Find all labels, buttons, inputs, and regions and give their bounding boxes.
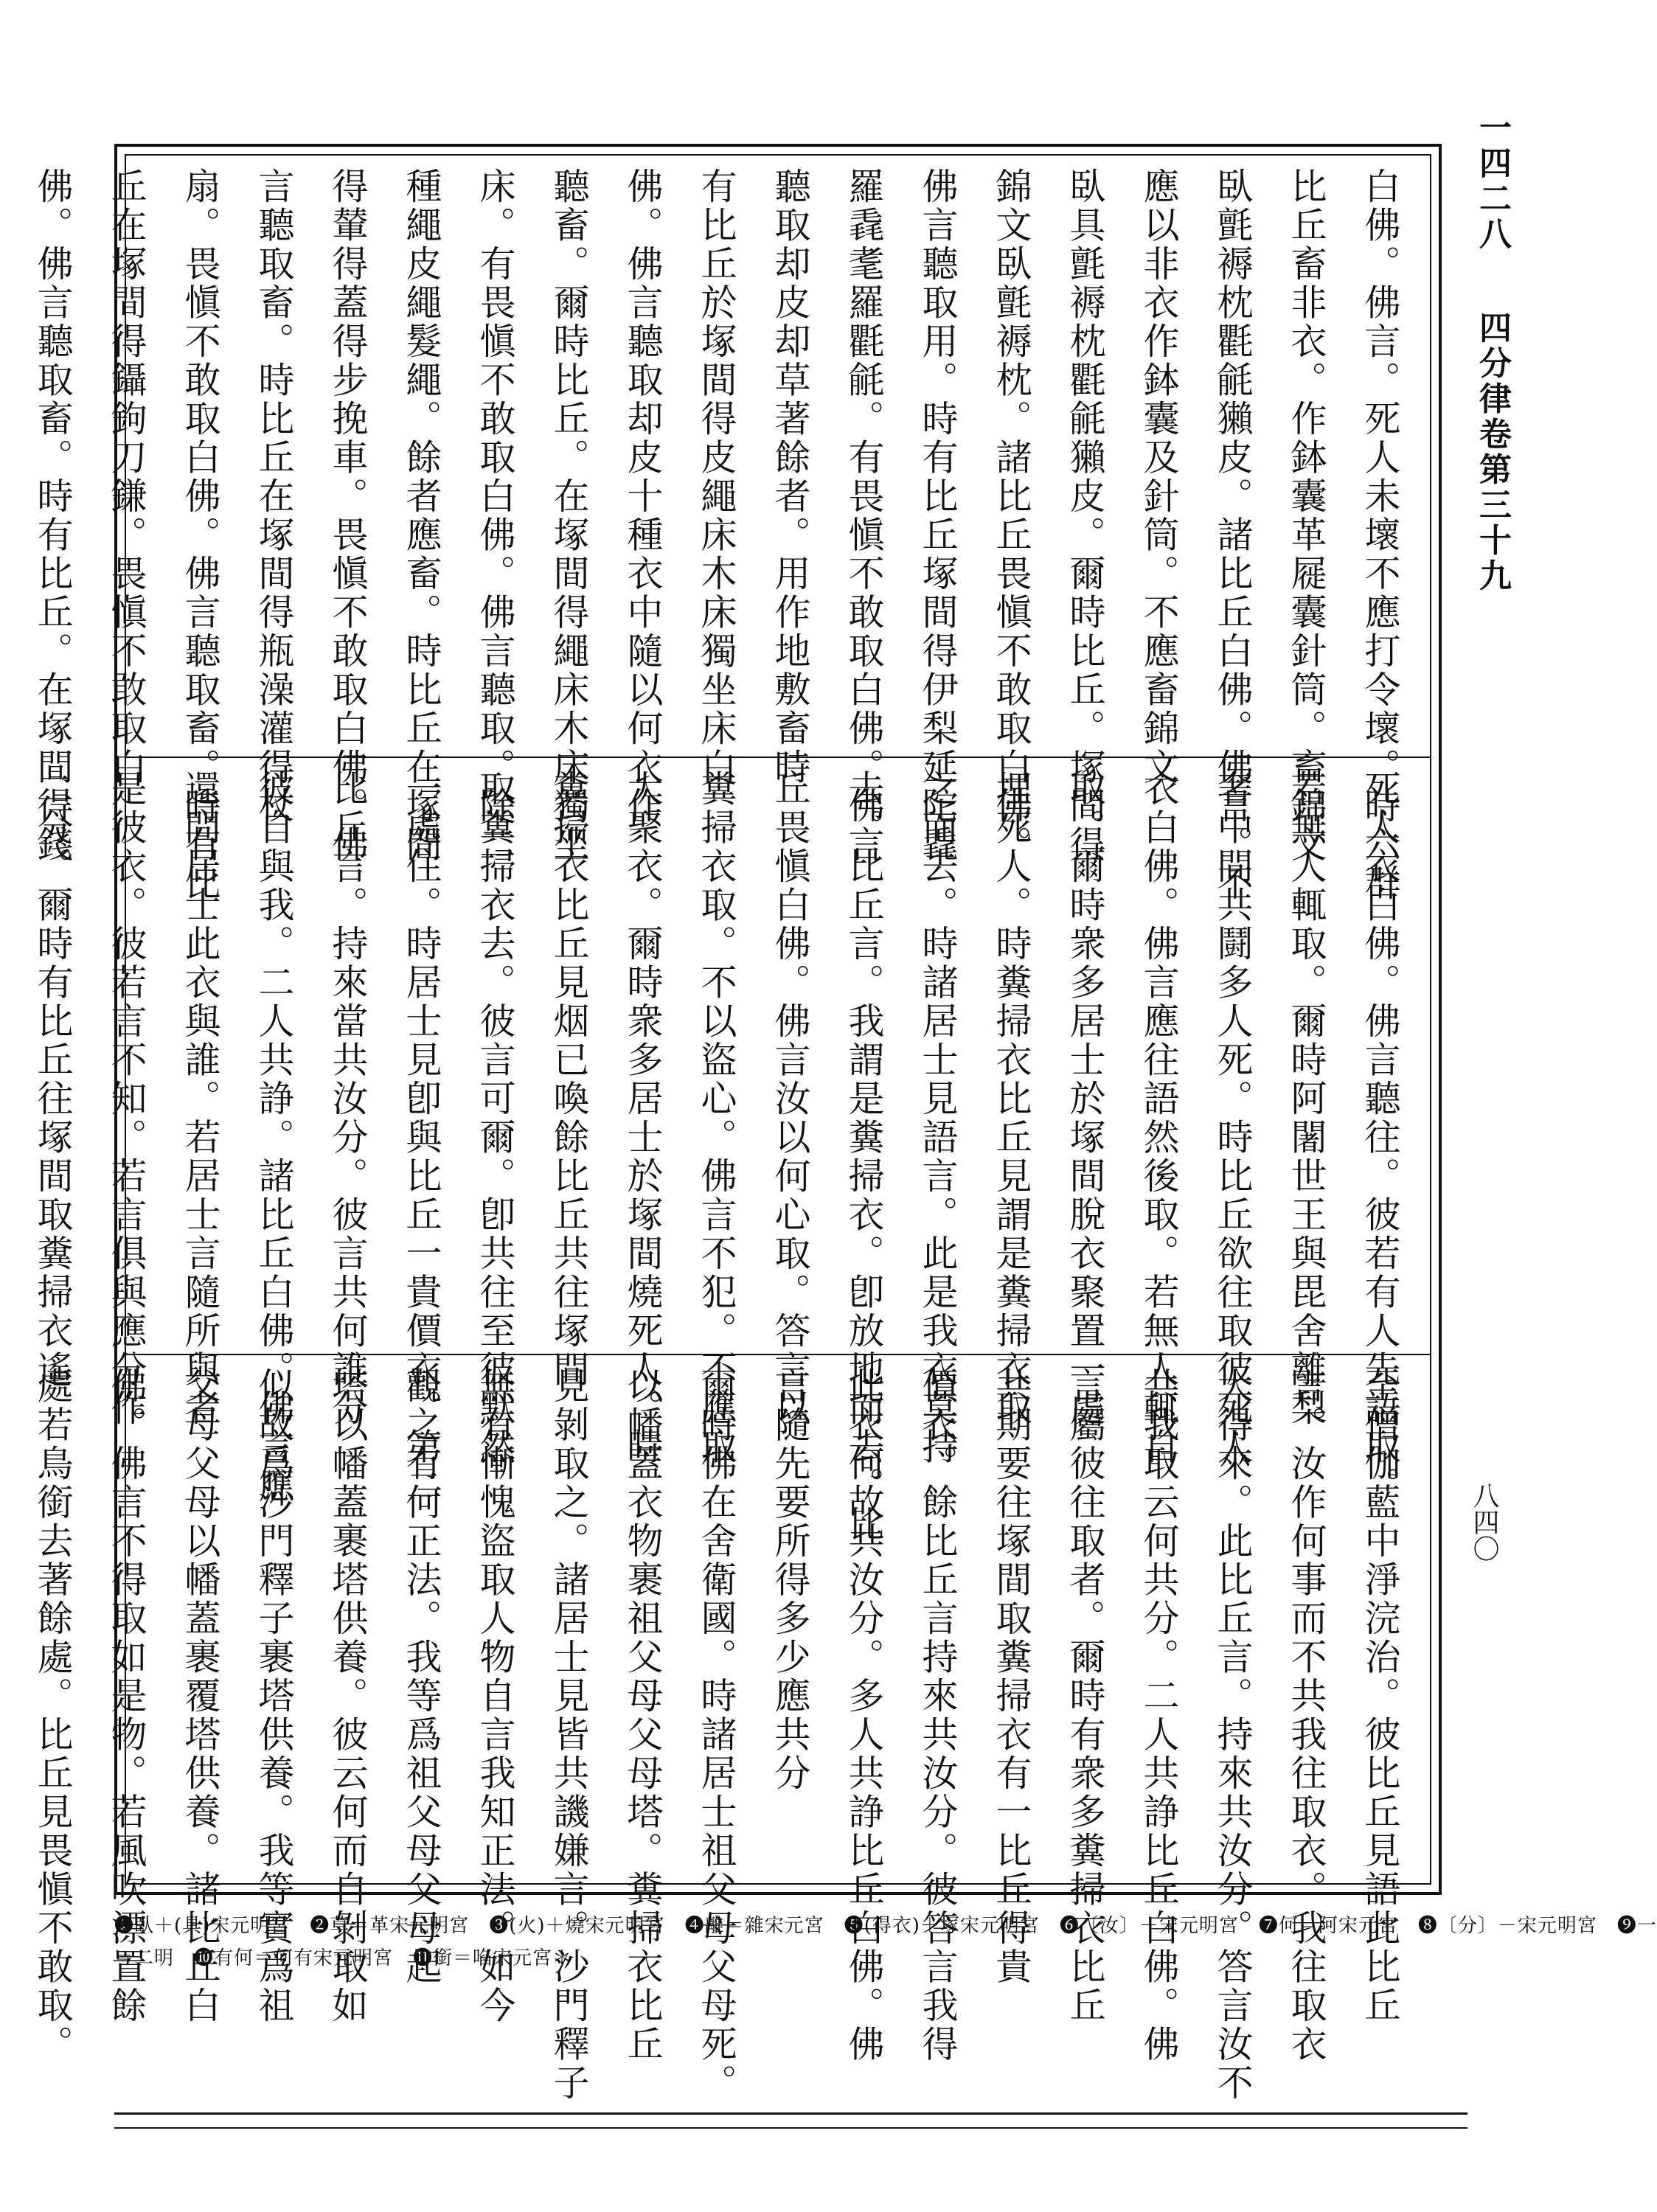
text-column: 此衣何故共汝分。多人共諍比丘白佛。佛 xyxy=(843,1367,885,2064)
text-column: 似故爲沙門釋子裹塔供養。我等實爲祖 xyxy=(253,1367,295,2025)
text-column: 去。比丘言。我謂是糞掃衣。卽放地而去。比 xyxy=(843,770,885,1544)
text-column: 有比丘於塚間得皮繩床木床獨坐床白 xyxy=(695,167,737,787)
text-column: 羅毳耄羅氍毹。有畏愼不敢取白佛。佛言 xyxy=(843,167,885,864)
text-column: 價衣。餘比丘言持來共汝分。彼答言我得 xyxy=(917,1367,959,2064)
text-column: 言隨先要所得多少應共分 xyxy=(769,1367,811,1793)
column-block-upper xyxy=(32,167,1417,903)
text-column: 之而去。時諸居士見語言。此是我衣莫持 xyxy=(917,770,959,1467)
text-column: 白佛。佛言。死人未壞不應打令壞。時六群 xyxy=(1359,167,1401,903)
text-column: 糞掃衣比丘見烟已喚餘比丘共往塚間 xyxy=(548,770,590,1389)
text-column: 丘在塚間得鑷鉤刀鎌。畏愼不敢取白 xyxy=(105,167,147,787)
text-column: 言聽取畜。時比丘在塚間得瓶澡灌得杖 xyxy=(253,167,295,826)
text-column: 爾時佛在舍衛國。時諸居士祖父母父母死。 xyxy=(695,1367,737,2103)
text-column: 一處住。時居士見卽與比丘一貴價衣。第二 xyxy=(400,770,442,1506)
text-column xyxy=(0,1367,15,1879)
text-column: 取糞掃衣去。彼言可爾。卽共往至彼默然 xyxy=(474,770,516,1467)
text-column: 共期要往塚間取糞掃衣有一比丘得貴 xyxy=(990,1367,1032,1986)
text-column: 無有慚愧盜取人物自言我知正法。如今 xyxy=(474,1367,516,2025)
text-column: 彼自與我。二人共諍。諸比丘白佛。佛言應 xyxy=(253,770,295,1506)
text-column xyxy=(0,770,15,1340)
text-column: 聽畜。爾時比丘。在塚間得繩床木床獨坐 xyxy=(548,167,590,864)
text-column: 種繩皮繩髮繩。餘者應畜。時比丘在塚間 xyxy=(400,167,442,864)
text-column: 還問居士此衣與誰。若居士言隨所與者 xyxy=(179,770,221,1428)
text-column: 處若鳥銜去著餘處。比丘見畏愼不敢取。 xyxy=(32,1367,74,2064)
volume-title: 四分律卷第三十九 xyxy=(1473,310,1511,594)
text-column: 丘畏愼白佛。佛言汝以何心取。答言以 xyxy=(769,770,811,1428)
text-column: 大聚衣。爾時衆多居士於塚間燒死人。時 xyxy=(622,770,664,1467)
text-column xyxy=(0,167,15,742)
text-column: 言屬彼往取者。爾時有衆多糞掃衣比丘 xyxy=(1064,1367,1106,2025)
register-upper xyxy=(32,156,1430,903)
text-column: 至僧伽藍中淨浣治。彼比丘見語此比丘 xyxy=(1359,1367,1401,2025)
text-column: 父母父母以幡蓋裹覆塔供養。諸比丘白 xyxy=(179,1367,221,2025)
text-column: 觀之有何正法。我等爲祖父母父母起 xyxy=(400,1367,442,1986)
text-column: 錦文臥氈褥枕。諸比丘畏愼不敢取白佛。 xyxy=(990,167,1032,864)
bottom-rule-thin xyxy=(114,2127,1467,2129)
text-column: 奢中間共鬪多人死。時比丘欲往取彼死人 xyxy=(1212,770,1254,1467)
text-column: 比丘畜非衣。作鉢囊革屣囊針筒。畜錦文 xyxy=(1285,167,1327,864)
column-block-middle xyxy=(32,770,1417,1544)
text-column: 比丘言。持來當共汝分。彼言共何誰分 xyxy=(327,770,369,1428)
text-column: 埋死人。時糞掃衣比丘見謂是糞掃衣取 xyxy=(990,770,1032,1428)
text-column: 床。有畏愼不敢取白佛。佛言聽取。除二 xyxy=(474,167,516,864)
text-column: 臥具氈褥枕氍毹獺皮。爾時比丘。塚間得 xyxy=(1064,167,1106,864)
text-column: 若無人輒取。爾時阿闍世王與毘舍離梨 xyxy=(1285,770,1327,1428)
text-column: 應以非衣作鉢囊及針筒。不應畜錦文 xyxy=(1138,167,1180,787)
register-middle xyxy=(32,757,1430,1544)
text-column: 扇。畏愼不敢取白佛。佛言聽取畜。時有比 xyxy=(179,167,221,903)
text-column: 聽取却皮却草著餘者。用作地敷畜時 xyxy=(769,167,811,787)
text-column: 糞掃衣取。不以盜心。佛言不犯。不應取 xyxy=(695,770,737,1467)
text-column: 共我取云何共分。二人共諍比丘白佛。佛 xyxy=(1138,1367,1180,2064)
text-column: 二分。爾時有比丘往塚間取糞掃衣遙 xyxy=(32,770,74,1389)
text-column: 佛言聽取用。時有比丘塚間得伊梨延陀毳 xyxy=(917,167,959,864)
page-header xyxy=(1449,111,1515,594)
text-column: 佛。佛言聽取却皮十種衣中隨以何衣作 xyxy=(622,167,664,826)
text-column: 言。汝作何事而不共我往取衣。我往取衣 xyxy=(1285,1367,1327,2064)
text-column: 佛。佛言聽取畜。時有比丘。在塚間得錢 xyxy=(32,167,74,864)
text-column: 死人衣白佛。佛言聽往。彼若有人先語取。 xyxy=(1359,770,1401,1506)
footnote-line: ＝二明 ❿有何＝何有宋元明宮 ⓫銜＝啗宋元宮＊ xyxy=(114,1947,573,1969)
text-column: 佛。佛言不得取如是物。若風吹漂置餘 xyxy=(105,1367,147,2025)
text-column: 臥氈褥枕氍毹獺皮。諸比丘白佛。佛言。不 xyxy=(1212,167,1254,903)
page-number: 一四二八 xyxy=(1473,111,1511,252)
side-page-number: 八四〇 xyxy=(1469,1482,1499,1562)
text-column: 大得來。此比丘言。持來共汝分。答言汝不 xyxy=(1212,1367,1254,2103)
bottom-rule-thick xyxy=(114,2112,1467,2115)
footnote-line: ❶臥＋(具)宋元明宮 ❷草＝革宋元明宮 ❸(火)＋燒宋元明宮 ❹離＝雜宋元宮 ❺(得衣)＋塚宋元明宮 ❻〔汝〕－宋元明宮 ❼何＝阿宋元宮 ❽〔分〕－宋元明宮 ❾一 xyxy=(114,1915,1657,1937)
text-column: 取。爾時衆多居士於塚間脫衣聚置一處 xyxy=(1064,770,1106,1428)
footnotes xyxy=(114,1910,1657,1975)
text-column: 是彼衣。彼若言不知。若言俱與應分作 xyxy=(105,770,147,1428)
text-column: 得輦得蓋得步挽車。畏愼不敢取白佛。佛 xyxy=(327,167,369,864)
text-column: 塔以幡蓋裹塔供養。彼云何而自剝取如 xyxy=(327,1367,369,2025)
text-column: 見剝取之。諸居士見皆共譏嫌言。沙門釋子 xyxy=(548,1367,590,2103)
text-column: 衣白佛。佛言應往語然後取。若無人輒自 xyxy=(1138,770,1180,1467)
text-column: 以幡蓋衣物裹祖父母父母塔。糞掃衣比丘 xyxy=(622,1367,664,2064)
